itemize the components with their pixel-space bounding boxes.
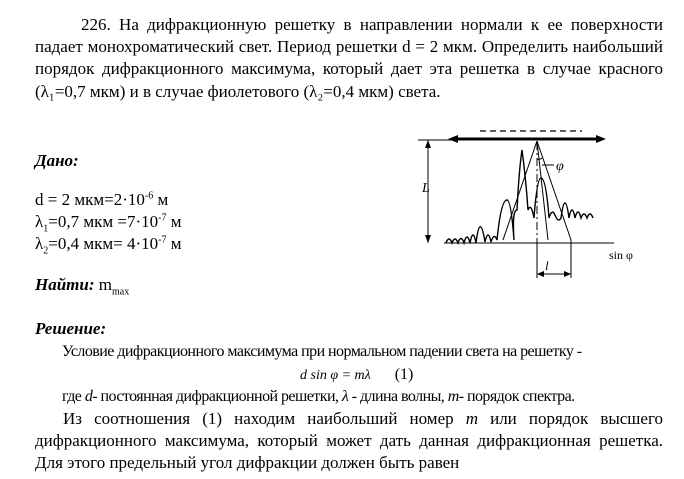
- diffraction-diagram: [408, 128, 670, 288]
- label-phi: φ: [556, 159, 564, 174]
- label-sin-phi: sin φ: [609, 248, 633, 262]
- find-line: Найти: $m_{max}$: [35, 275, 130, 298]
- where-text: где d- постоянная дифракционной решетки, λ - длина волны, m- порядок спектра.: [62, 388, 575, 405]
- label-l: l: [545, 258, 549, 273]
- solution-paragraph: Из соотношения (1) находим наибольший номер m или порядок высшего дифракционного максимума, который может дать данная дифракционная решетка. Для этого предельный угол дифракции должен быть равен: [35, 409, 663, 473]
- intensity-curve: [446, 150, 593, 243]
- given-lambda1: $\lambda_1=0,7$ мкм $=7\cdot 10^{-7}$ м: [35, 212, 182, 235]
- find-heading: Найти:: [35, 275, 95, 294]
- given-d: d = 2 $мкм=2\cdot 10^{-6}$ м: [35, 190, 169, 209]
- grating-arrow-right: [596, 135, 606, 143]
- given-lambda2: $\lambda_2=0,4$ $мкм= 4\cdot 10^{-7}$ м: [35, 234, 182, 257]
- problem-statement: 226. На дифракционную решетку в направлении нормали к ее поверхности падает монохроматический свет. Период решетки d = 2 мкм. Определить наибольший порядок дифракционного максимума, который дает эта решетка в случае красного (λ₁=0,7 мкм) и в случае фиолетового (λ₂=0,4 мкм) света.: [35, 15, 663, 101]
- ray-left: [503, 141, 537, 240]
- condition-text: Условие дифракционного максимума при нормальном падении света на решетку -: [62, 343, 582, 360]
- label-L: L: [422, 181, 430, 196]
- given-heading: Дано:: [35, 151, 79, 170]
- formula: d sin φ = mλ (1): [300, 366, 414, 383]
- solution-heading: Решение:: [35, 319, 107, 338]
- grating-arrow-left: [448, 135, 458, 143]
